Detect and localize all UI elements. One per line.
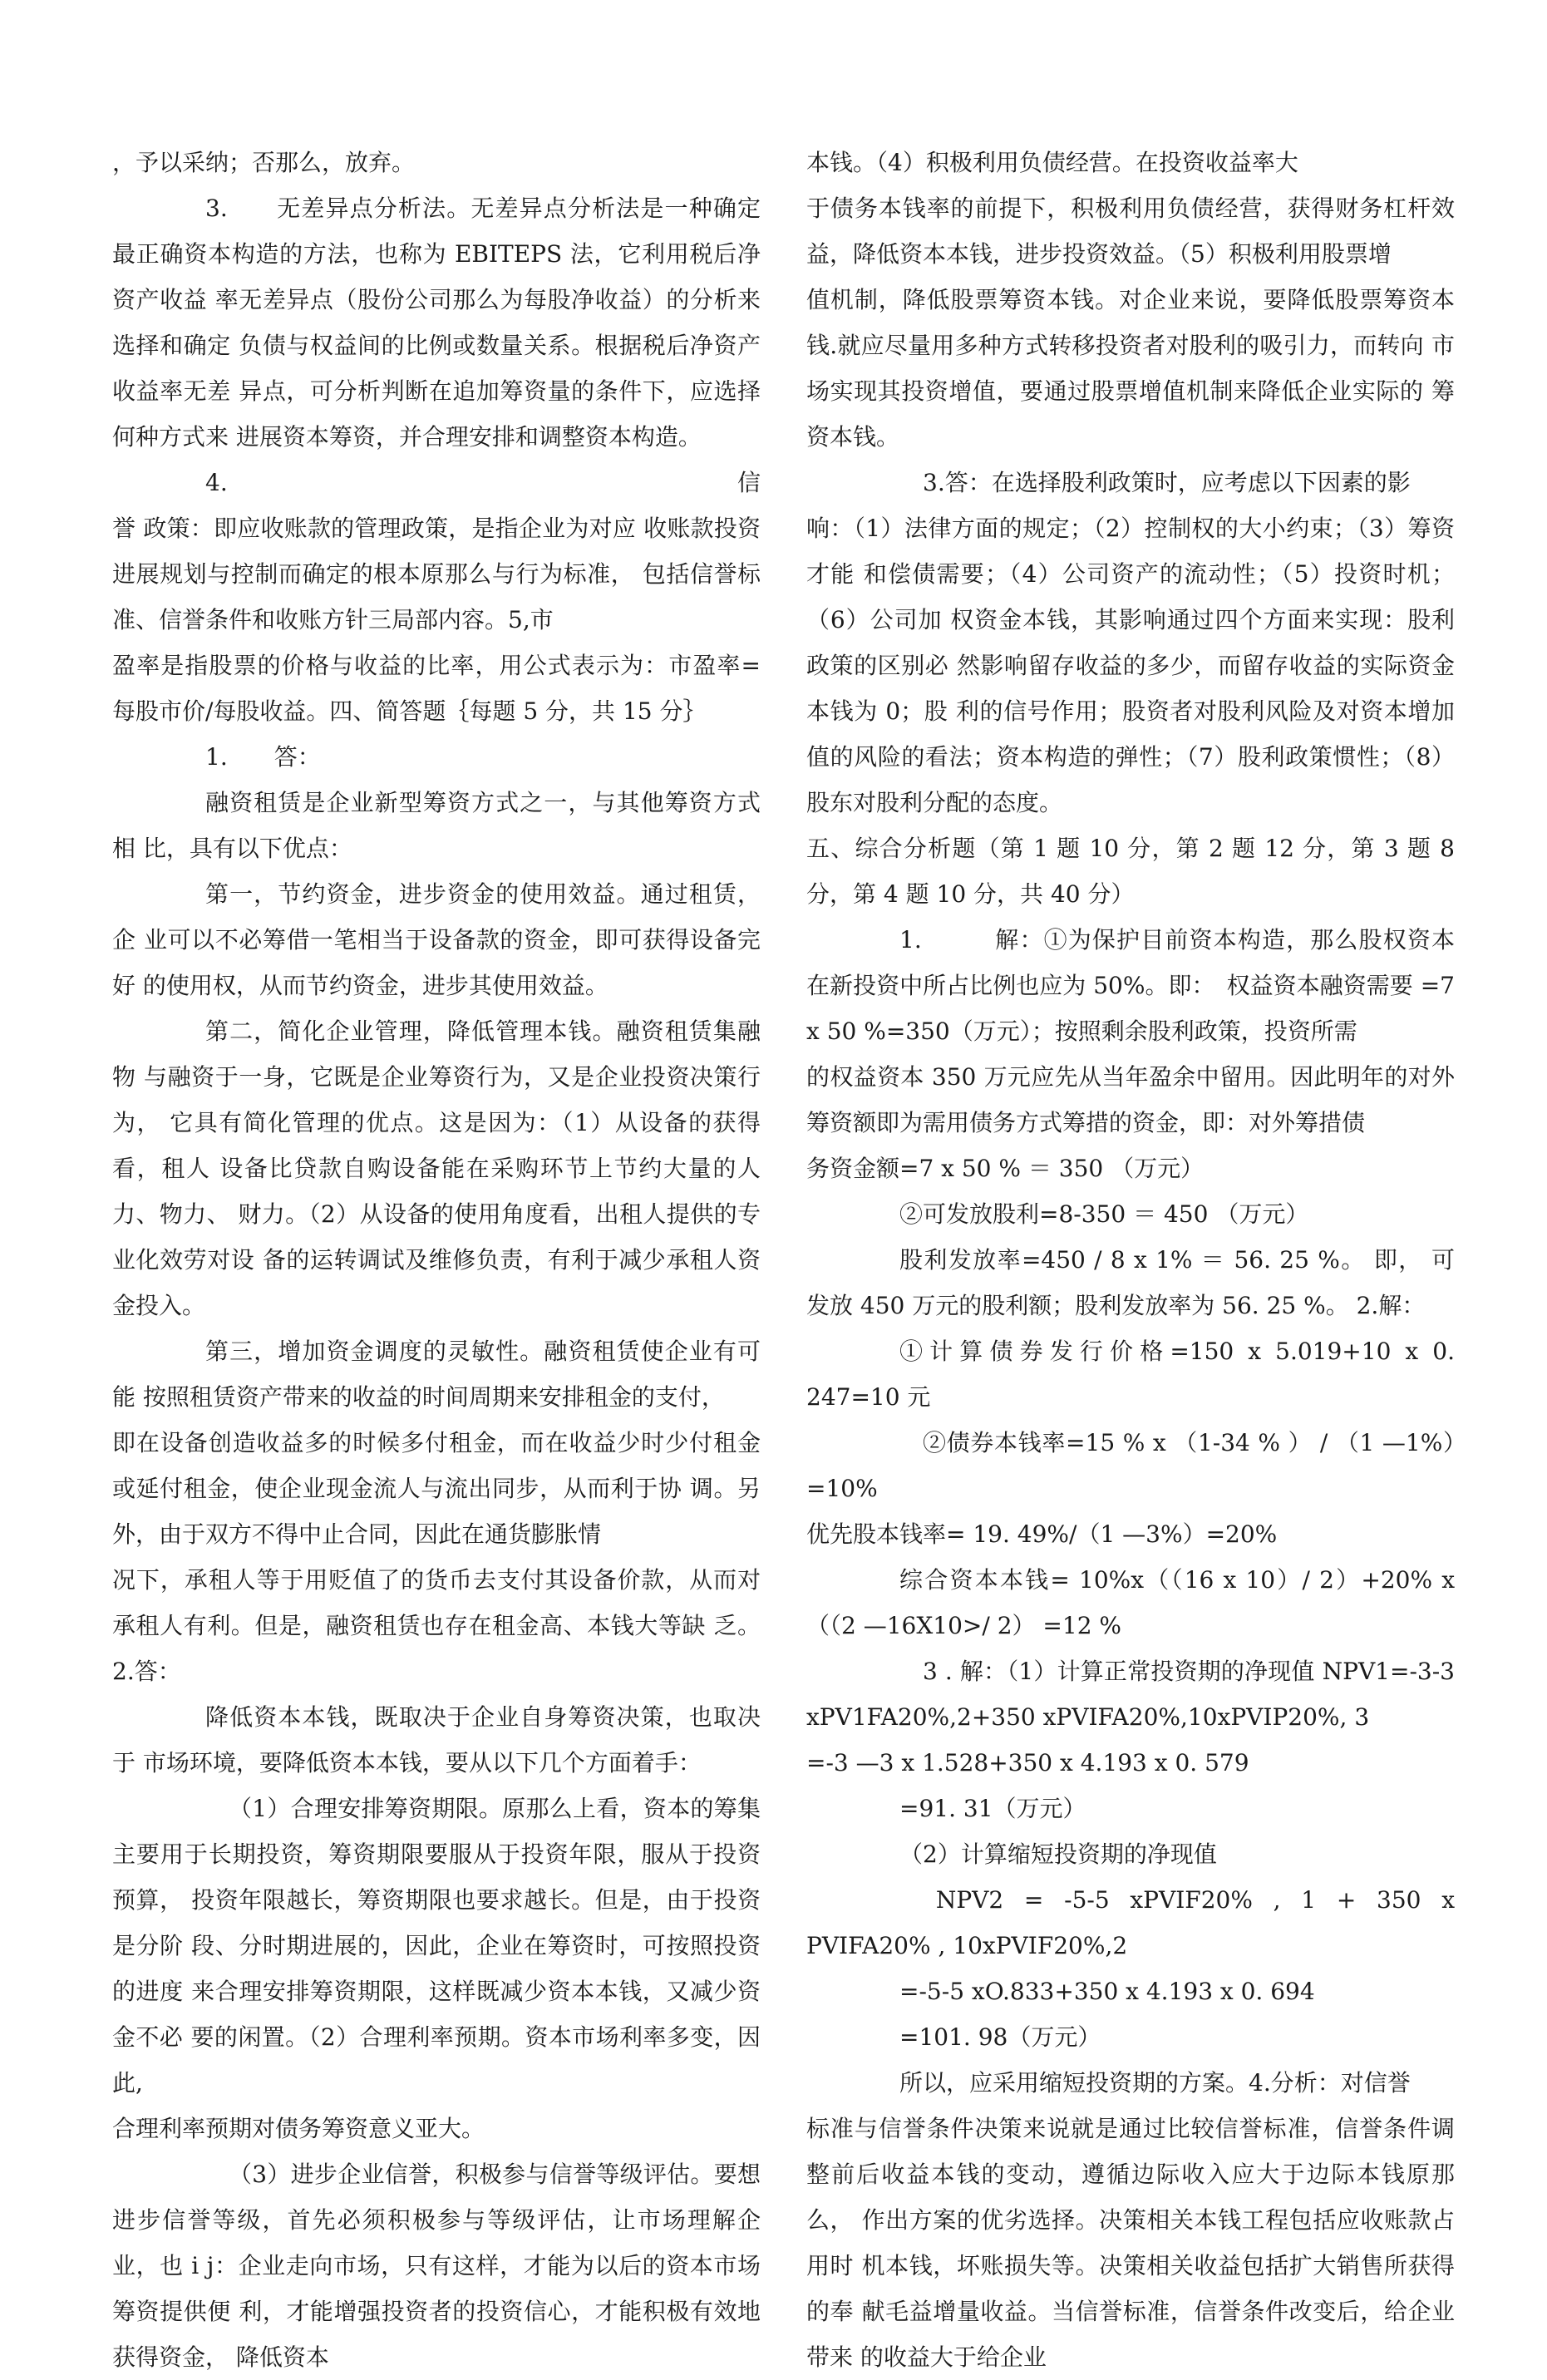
paragraph: 4. 信 誉 政策：即应收账款的管理政策，是指企业为对应 收账款投资进展规划与控制而确定的根本原那么与行为标准， 包括信誉标准、信誉条件和收账方针三局部内容。5,市 — [112, 469, 761, 633]
paragraph: 1. 答： — [205, 743, 321, 771]
paragraph: （1）合理安排筹资期限。原那么上看，资本的筹集主要用于长期投资，筹资期限要服从于投资年限，服从于投资预算， 投资年限越长，筹资期限也要求越长。但是，由于投资是分阶 段、分时期进展的，因此，企业在筹资时，可按照投资的进度 来合理安排筹资期限，这样既减少资本本钱，又减少资金不必 要的闲置。（2）合理利率预期。资本市场利率多变，因此, — [112, 1795, 761, 2097]
paragraph: ②可发放股利=8-350 ＝ 450 （万元） — [899, 1200, 1309, 1228]
paragraph: 的权益资本 350 万元应先从当年盈余中留用。因此明年的对外 筹资额即为需用债务方式筹措的资金，即：对外筹措债 — [806, 1063, 1455, 1136]
paragraph: 盈率是指股票的价格与收益的比率，用公式表示为：市盈率= 每股市价/每股收益。四、简答题｛每题 5 分，共 15 分｝ — [112, 652, 761, 725]
paragraph: 务资金额=7 x 50 % ＝ 350 （万元） — [806, 1155, 1205, 1182]
paragraph: 股利发放率=450 / 8 x 1% ＝ 56. 25 %。 即， 可发放 450 万元的股利额；股利发放率为 56. 25 %。 2.解： — [806, 1246, 1455, 1319]
paragraph: =91. 31（万元） — [899, 1795, 1086, 1822]
paragraph: 标准与信誉条件决策来说就是通过比较信誉标准，信誉条件调 整前后收益本钱的变动，遵循边际收入应大于边际本钱原那么， 作出方案的优劣选择。决策相关本钱工程包括应收账款占用时 机本钱，坏账损失等。决策相关收益包括扩大销售所获得的奉 献毛益增量收益。当信誉标准，信誉条件改变后，给企业带来 的收益大于给企业 — [806, 2115, 1455, 2371]
paragraph: 第三，增加资金调度的灵敏性。融资租赁使企业有可能 按照租赁资产带来的收益的时间周期来安排租金的支付， — [112, 1338, 761, 1411]
paragraph: 即在设备创造收益多的时候多付租金，而在收益少时少付租金 或延付租金，使企业现金流人与流出同步，从而利于协 调。另外，由于双方不得中止合同，因此在通货膨胀情 — [112, 1429, 761, 1548]
paragraph: 1. 解：①为保护目前资本构造，那么股权资本在新投资中所占比例也应为 50%。即： 权益资本融资需要 =7 x 50 %=350（万元）；按照剩余股利政策，投资所需 — [806, 926, 1455, 1045]
paragraph: 3 . 解：（1）计算正常投资期的净现值 NPV1=-3-3 xPV1FA20%,2+350 xPVIFA20%,10xPVIP20%, 3 — [806, 1658, 1455, 1731]
paragraph: 所以，应采用缩短投资期的方案。4.分析：对信誉 — [899, 2069, 1411, 2097]
paragraph: 合理利率预期对债务筹资意义亚大。 — [112, 2115, 485, 2142]
paragraph: =101. 98（万元） — [899, 2023, 1101, 2051]
paragraph: =-5-5 xO.833+350 x 4.193 x 0. 694 — [899, 1978, 1315, 2005]
paragraph: 于债务本钱率的前提下，积极利用负债经营，获得财务杠杆效 益，降低资本本钱，进步投资效益。（5）积极利用股票增 — [806, 195, 1455, 268]
paragraph: 响：（1）法律方面的规定；（2）控制权的大小约束；（3）筹资才能 和偿债需要；（4）公司资产的流动性；（5）投资时机；（6）公司加 权资金本钱，其影响通过四个方面来实现：股利政策的区别必 然影响留存收益的多少，而留存收益的实际资金本钱为 0；股 利的信号作用；股资者对股利风险及对资本增加值的风险的看法；资本构造的弹性；（7）股利政策惯性；（8）股东对股利分配的态度。 — [806, 515, 1455, 816]
paragraph: ，予以采纳；否那么，放弃。 — [112, 149, 416, 176]
paragraph: （3）进步企业信誉，积极参与信誉等级评估。要想进步信誉等级，首先必须积极参与等级评估，让市场理解企业，也 i j：企业走向市场，只有这样，才能为以后的资本市场筹资提供便 利，才能增强投资者的投资信心，才能积极有效地获得资金， 降低资本 — [112, 2161, 761, 2371]
paragraph: 3.答：在选择股利政策时，应考虑以下因素的影 — [923, 469, 1411, 496]
paragraph: 五、综合分析题（第 1 题 10 分，第 2 题 12 分，第 3 题 8 分，第 4 题 10 分，共 40 分） — [806, 835, 1455, 908]
paragraph: 综合资本本钱= 10%x（（16 x 10）/ 2）+20% x （（2 —16X10>/ 2） =12 % — [806, 1566, 1455, 1639]
paragraph: ②债券本钱率=15 % x （1-34 % ） / （1 —1%）=10% — [806, 1429, 1455, 1502]
paragraph: 3. 无差异点分析法。无差异点分析法是一种确定最正确资本构造的方法，也称为 EBITEPS 法，它利用税后净资产收益 率无差异点（股份公司那么为每股净收益）的分析来选择和确定 负债与权益间的比例或数量关系。根据税后净资产收益率无差 异点，可分析判断在追加筹资量的条件下，应选择何种方式来 进展资本筹资，并合理安排和调整资本构造。 — [112, 195, 761, 451]
paragraph: 第二，简化企业管理，降低管理本钱。融资租赁集融物 与融资于一身，它既是企业筹资行为，又是企业投资决策行为， 它具有简化管理的优点。这是因为：（1）从设备的获得看，租人 设备比贷款自购设备能在采购环节上节约大量的人力、物力、 财力。（2）从设备的使用角度看，出租人提供的专业化效劳对设 备的运转调试及维修负责，有利于减少承租人资金投入。 — [112, 1018, 761, 1319]
right-column — [806, 140, 1455, 2380]
paragraph: 况下，承租人等于用贬值了的货币去支付其设备价款，从而对 承租人有利。但是，融资租赁也存在租金高、本钱大等缺 乏。2.答： — [112, 1566, 761, 1685]
paragraph: （2）计算缩短投资期的净现值 — [899, 1840, 1217, 1868]
paragraph: 降低资本本钱，既取决于企业自身筹资决策，也取决于 市场环境，要降低资本本钱，要从以下几个方面着手： — [112, 1703, 761, 1776]
paragraph: 值机制，降低股票筹资本钱。对企业来说，要降低股票筹资本 钱.就应尽量用多种方式转移投资者对股利的吸引力，而转向 市场实现其投资增值，要通过股票增值机制来降低企业实际的 筹资本钱。 — [806, 286, 1455, 451]
paragraph: =-3 —3 x 1.528+350 x 4.193 x 0. 579 — [806, 1749, 1249, 1776]
paragraph: 融资租赁是企业新型筹资方式之一，与其他筹资方式相 比，具有以下优点： — [112, 789, 761, 862]
paragraph: 本钱。（4）积极利用负债经营。在投资收益率大 — [806, 149, 1298, 176]
paragraph: NPV2 = -5-5 xPVIF20% , 1 + 350 x PVIFA20% , 10xPVIF20%,2 — [806, 1886, 1455, 1959]
paragraph: 第一，节约资金，进步资金的使用效益。通过租赁，企 业可以不必筹借一笔相当于设备款的资金，即可获得设备完好 的使用权，从而节约资金，进步其使用效益。 — [112, 880, 761, 999]
paragraph: 优先股本钱率= 19. 49%/（1 —3%）=20% — [806, 1520, 1278, 1548]
paragraph: ①计算债券发行价格=150 x 5.019+10 x 0. 247=10 元 — [806, 1338, 1455, 1411]
left-column — [112, 140, 761, 2380]
